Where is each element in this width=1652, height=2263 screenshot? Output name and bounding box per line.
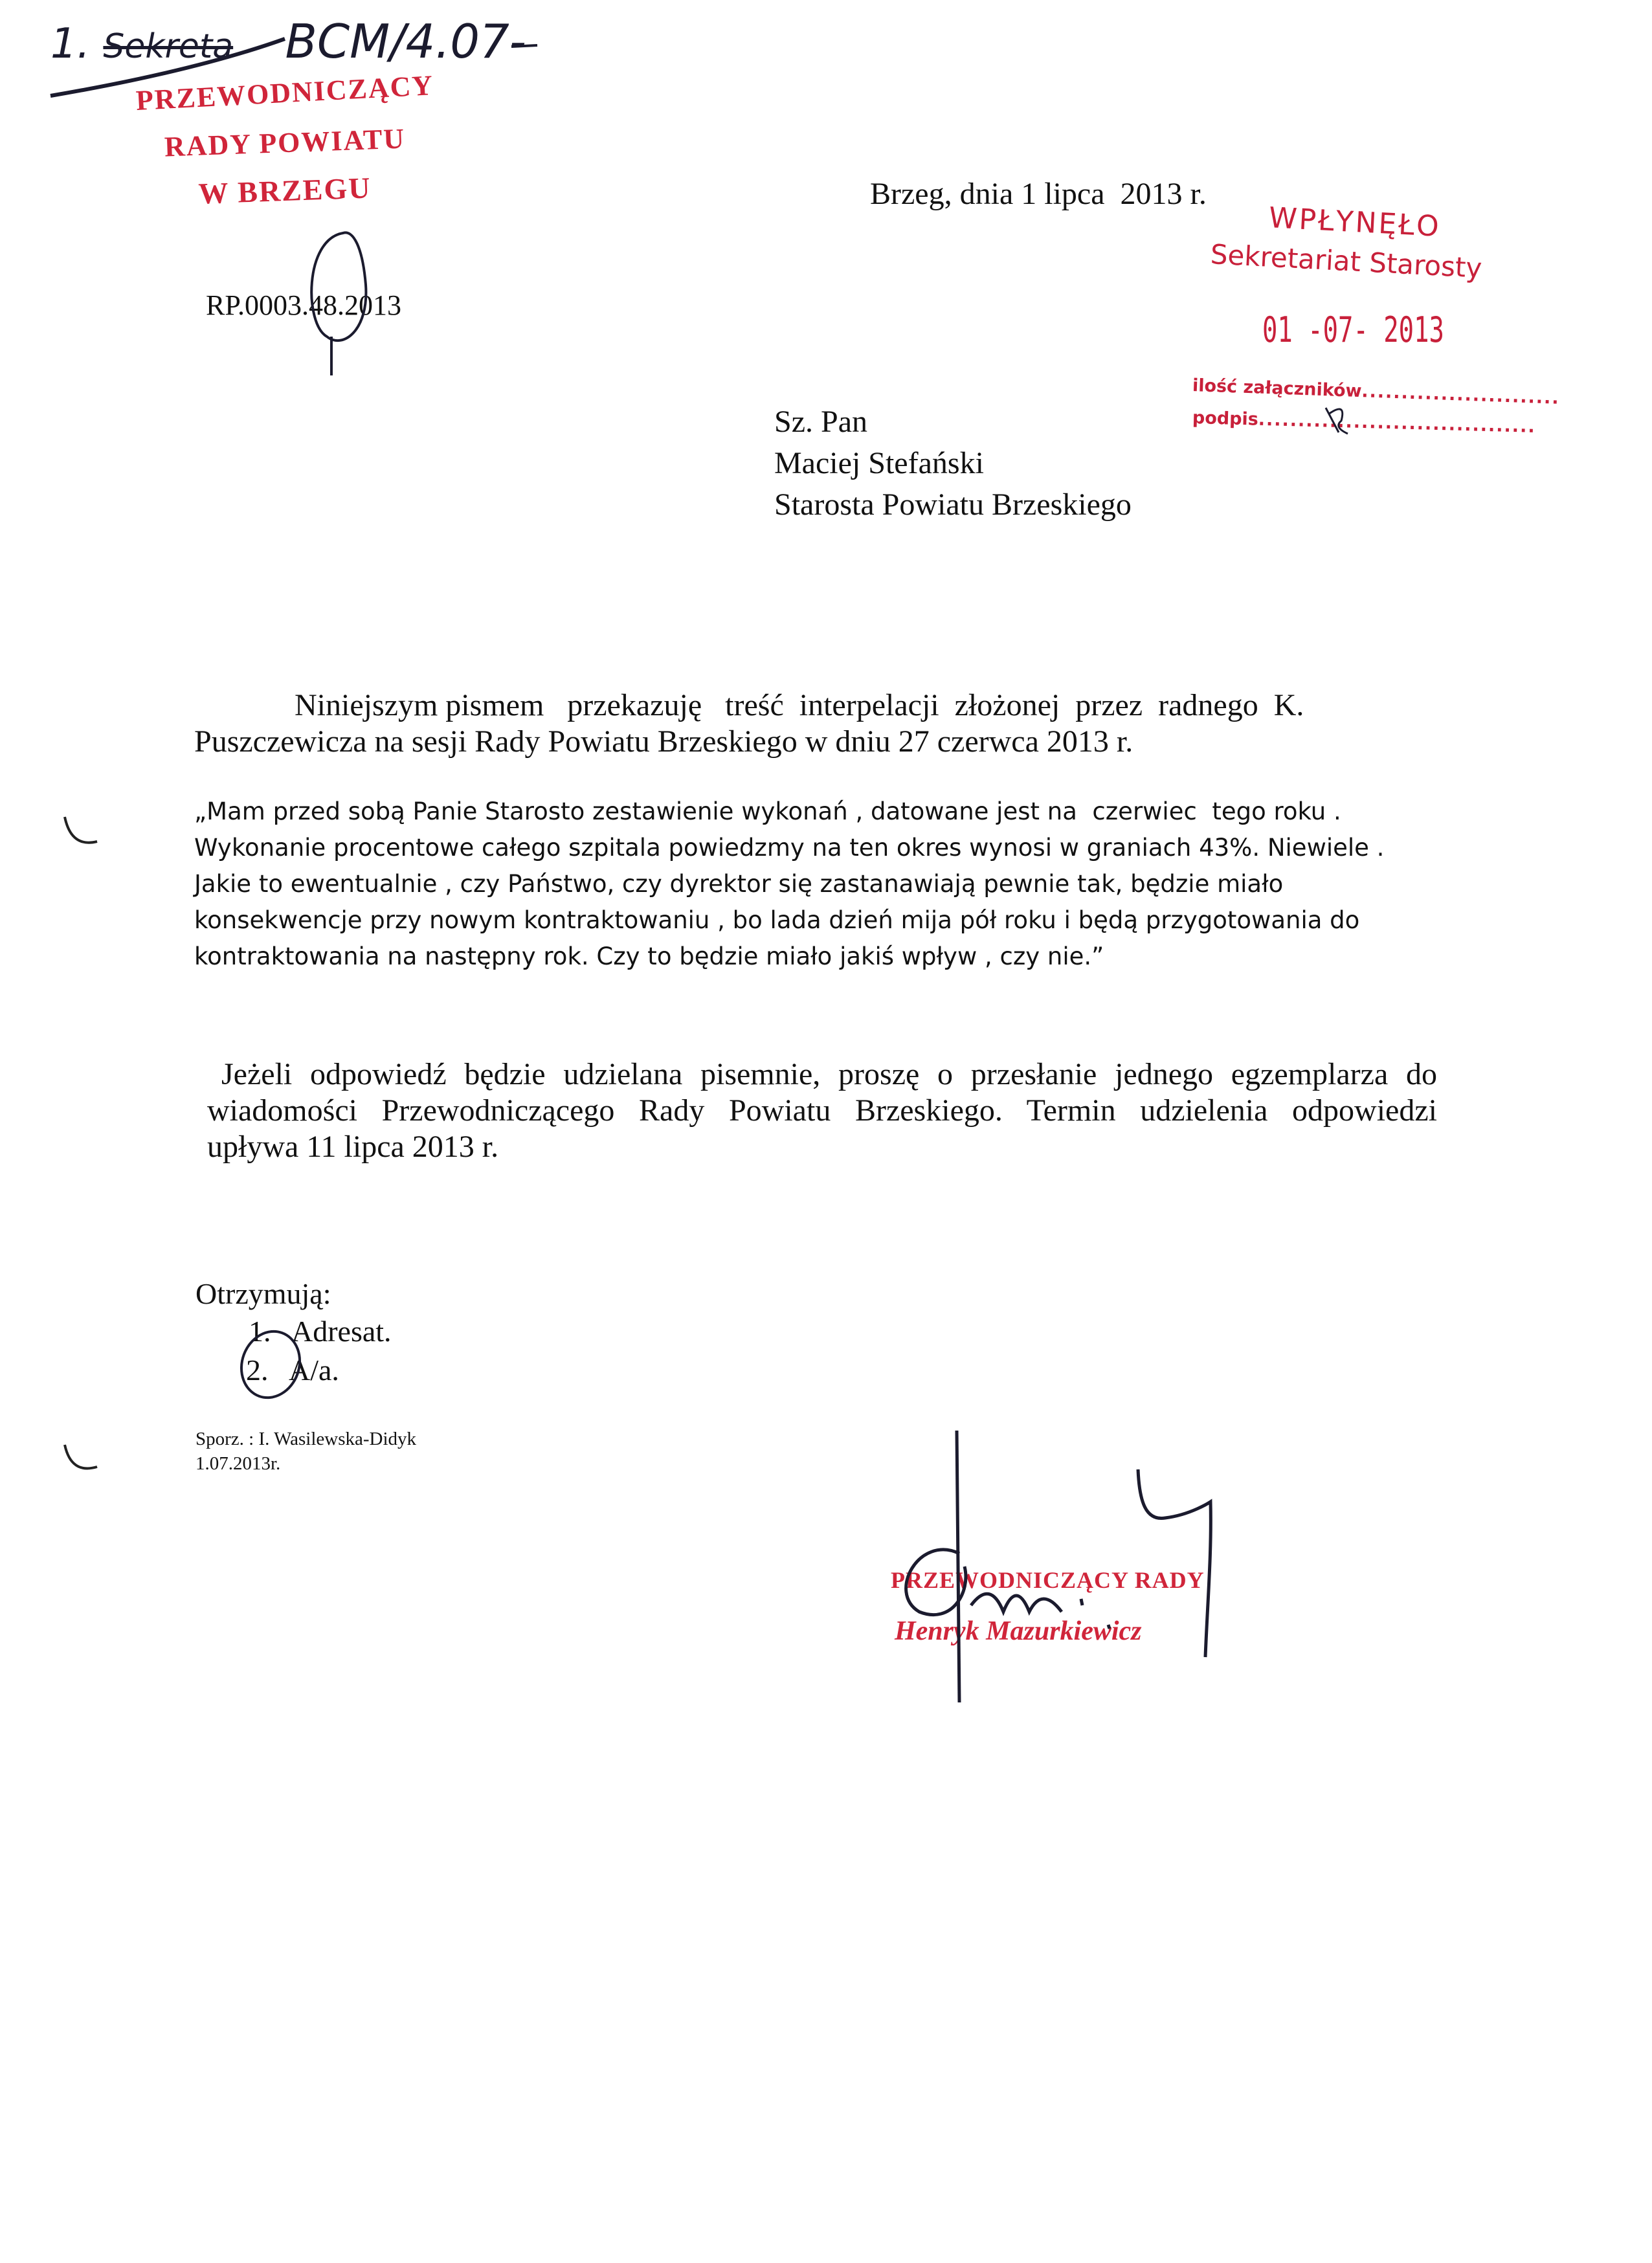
quote-line: kontraktowania na następny rok. Czy to będzie miało jakiś wpływ , czy nie.” xyxy=(194,942,1104,970)
distribution-label: A/a. xyxy=(289,1354,339,1387)
sender-stamp-line2: RADY POWIATU xyxy=(164,122,406,163)
note-code: BCM/4.07- xyxy=(285,14,526,69)
stamp-initials xyxy=(1326,408,1348,434)
intro-line-2: Puszczewicza na sesji Rady Powiatu Brzeskiego w dniu 27 czerwca 2013 r. xyxy=(194,724,1133,759)
distribution-heading: Otrzymują: xyxy=(195,1277,331,1310)
note-prefix: 1. xyxy=(50,20,91,68)
prepared-by-date: 1.07.2013r. xyxy=(195,1453,281,1474)
attachments-label: ilość załączników xyxy=(1192,375,1363,402)
note-struck-text: Sekreta xyxy=(103,27,234,66)
quote-line: Jakie to ewentualnie , czy Państwo, czy dyrektor się zastanawiają pewnie tak, będzie miało xyxy=(194,870,1284,898)
item-circle xyxy=(232,1323,309,1406)
ref-circle xyxy=(311,232,366,375)
received-stamp-subtitle: Sekretariat Starosty xyxy=(1209,238,1483,284)
distribution-number: 1. xyxy=(249,1315,271,1348)
note-dash xyxy=(511,45,537,47)
distribution-label: Adresat. xyxy=(291,1315,392,1348)
intro-line-1: Niniejszym pismem przekazuję treść interpelacji złożonej przez radnego K. xyxy=(295,688,1304,722)
reference-number: RP.0003.48.2013 xyxy=(206,289,401,321)
note-underline-stroke xyxy=(50,39,285,96)
signature-label: podpis xyxy=(1192,408,1259,430)
signature-stamp-name: Henryk Mazurkiewicz xyxy=(895,1616,1142,1646)
recipient-name: Maciej Stefański xyxy=(774,446,984,480)
signature-scribble xyxy=(906,1431,1211,1702)
signature-stamp-title: PRZEWODNICZĄCY RADY xyxy=(891,1567,1205,1593)
distribution-number: 2. xyxy=(246,1354,269,1387)
margin-mark xyxy=(65,817,97,843)
quote-line: „Mam przed sobą Panie Starosto zestawienie wykonań , datowane jest na czerwiec tego roku . xyxy=(194,797,1341,825)
quote-line: Wykonanie procentowe całego szpitala powiedzmy na ten okres wynosi w graniach 43%. Niewiele . xyxy=(194,834,1385,862)
request-line: upływa 11 lipca 2013 r. xyxy=(207,1130,499,1164)
margin-mark xyxy=(65,1445,97,1468)
sender-stamp-line1: PRZEWODNICZĄCY xyxy=(135,69,435,117)
sender-stamp-line3: W BRZEGU xyxy=(197,171,372,210)
received-stamp-date: 01 -07- 2013 xyxy=(1262,309,1444,350)
quote-line: konsekwencje przy nowym kontraktowaniu , bo lada dzień mija pół roku i będą przygotowania do xyxy=(194,906,1360,934)
request-line: wiadomości Przewodniczącego Rady Powiatu Brzeskiego. Termin udzielenia odpowiedzi xyxy=(207,1093,1437,1128)
recipient-title: Starosta Powiatu Brzeskiego xyxy=(774,487,1132,522)
place-date: Brzeg, dnia 1 lipca 2013 r. xyxy=(870,177,1207,211)
prepared-by-name: Sporz. : I. Wasilewska-Didyk xyxy=(195,1429,417,1449)
recipient-salutation: Sz. Pan xyxy=(774,405,867,439)
request-line: Jeżeli odpowiedź będzie udzielana pisemnie, proszę o przesłanie jednego egzemplarza do xyxy=(221,1057,1437,1091)
received-stamp-signature: podpis................................... xyxy=(1192,408,1537,437)
received-stamp-title: WPŁYNĘŁO xyxy=(1267,201,1442,243)
received-stamp-attachments: ilość załączników......................... xyxy=(1192,375,1561,408)
